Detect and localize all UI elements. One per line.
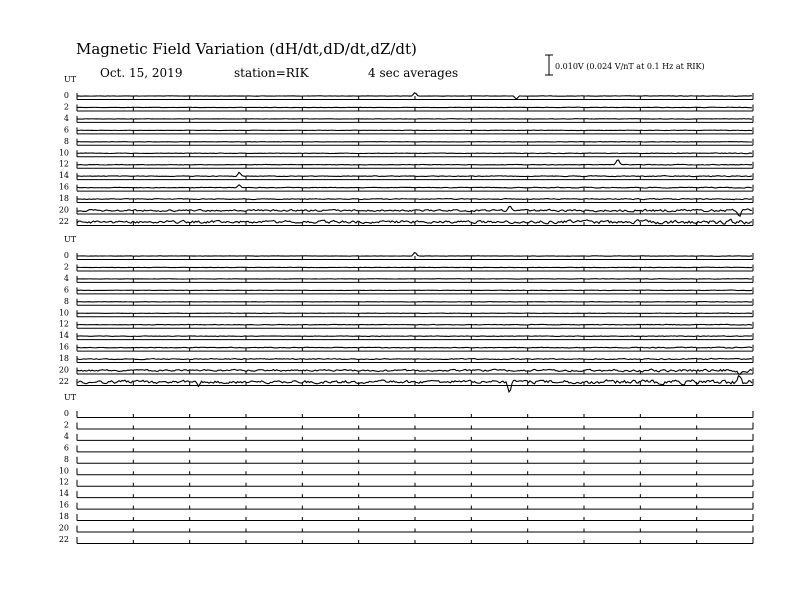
hour-label: 14	[58, 171, 69, 181]
ut-label: UT	[64, 235, 77, 244]
hour-label: 4	[63, 273, 69, 283]
hour-label: 2	[63, 102, 69, 112]
hour-label: 18	[58, 194, 69, 204]
ut-label: UT	[64, 75, 77, 84]
ut-label: UT	[64, 393, 77, 402]
hour-label: 16	[58, 500, 69, 510]
date-label: Oct. 15, 2019	[100, 66, 183, 80]
hour-label: 20	[58, 365, 69, 375]
trace-line	[77, 324, 752, 325]
trace-line	[77, 153, 752, 154]
trace-line	[77, 290, 752, 291]
hour-label: 8	[63, 454, 69, 464]
trace-line	[77, 172, 752, 176]
hour-label: 4	[63, 431, 69, 441]
averaging-label: 4 sec averages	[368, 66, 459, 80]
hour-label: 18	[58, 512, 69, 522]
hour-label: 6	[63, 443, 69, 453]
trace-line	[77, 185, 752, 188]
station-label: station=RIK	[234, 66, 309, 80]
hour-label: 18	[58, 354, 69, 364]
hour-label: 10	[58, 466, 69, 476]
trace-line	[77, 302, 752, 303]
panel-dz-dt	[59, 393, 753, 544]
hour-label: 22	[58, 376, 69, 386]
hour-label: 14	[58, 331, 69, 341]
trace-line	[77, 347, 752, 348]
trace-line	[77, 336, 752, 337]
hour-label: 8	[63, 136, 69, 146]
hour-label: 6	[63, 285, 69, 295]
chart-title: Magnetic Field Variation (dH/dt,dD/dt,dZ/dt)	[76, 40, 417, 58]
hour-label: 22	[58, 216, 69, 226]
hour-label: 4	[63, 113, 69, 123]
trace-line	[77, 279, 752, 280]
hour-label: 2	[63, 420, 69, 430]
hour-label: 0	[63, 409, 69, 418]
panel-dh-dt	[59, 75, 753, 226]
hour-label: 16	[58, 182, 69, 192]
hour-label: 16	[58, 342, 69, 352]
hour-label: 20	[58, 205, 69, 215]
hour-label: 12	[58, 159, 69, 169]
hour-label: 2	[63, 262, 69, 272]
trace-line	[77, 119, 752, 120]
hour-label: 12	[58, 477, 69, 487]
hour-label: 10	[58, 148, 69, 158]
scale-bar-icon	[545, 55, 553, 75]
trace-line	[77, 358, 752, 359]
hour-label: 20	[58, 523, 69, 533]
trace-line	[77, 107, 752, 108]
trace-line	[77, 253, 752, 257]
trace-line	[77, 313, 752, 314]
panels-group	[59, 75, 753, 544]
hour-label: 12	[58, 319, 69, 329]
hour-label: 10	[58, 308, 69, 318]
panel-dd-dt	[59, 235, 753, 392]
hour-label: 8	[63, 296, 69, 306]
trace-line	[77, 160, 752, 165]
trace-line	[77, 130, 752, 131]
hour-label: 22	[58, 534, 69, 544]
hour-label: 14	[58, 489, 69, 499]
hour-label: 6	[63, 125, 69, 135]
hour-label: 0	[63, 91, 69, 100]
hour-label: 0	[63, 251, 69, 260]
trace-line	[77, 267, 752, 268]
scale-label: 0.010V (0.024 V/nT at 0.1 Hz at RIK)	[555, 62, 705, 71]
